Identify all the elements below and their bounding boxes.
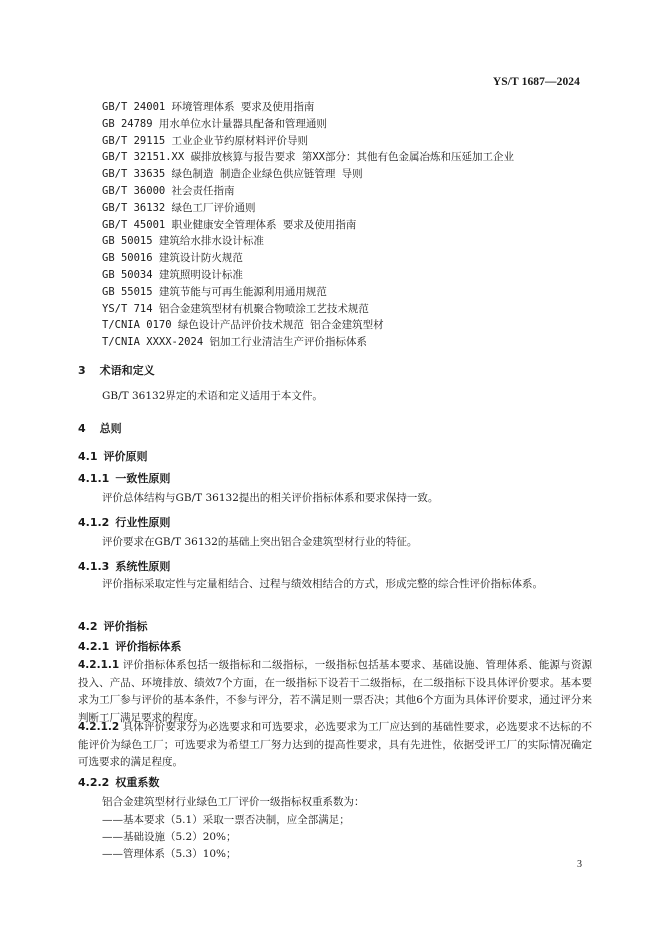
paragraph: GB/T 36132界定的术语和定义适用于本文件。	[102, 390, 323, 402]
section-4-2-heading	[78, 618, 592, 634]
clause-4-2-1-2	[78, 719, 592, 772]
section-4-1-3-body	[78, 576, 592, 594]
weight-item: ——基础设施（5.2）20%；	[102, 830, 237, 843]
reference-item: GB/T 33635 绿色制造 制造企业绿色供应链管理 导则	[102, 168, 363, 181]
section-4-1-3-heading	[78, 558, 592, 574]
section-4-2-2-heading	[78, 774, 592, 790]
section-3-body	[78, 388, 592, 406]
weights-intro: 铝合金建筑型材行业绿色工厂评价一级指标权重系数为：	[102, 796, 365, 808]
section-title: 系统性原则	[115, 560, 171, 573]
clause-number: 4.2.1.2	[78, 721, 120, 733]
weight-item: ——基本要求（5.1）采取一票否决制，应全部满足；	[102, 813, 350, 826]
section-title: 评价指标体系	[115, 640, 182, 653]
section-number: 4.1.3	[78, 560, 110, 573]
reference-item: T/CNIA XXXX-2024 铝加工行业清洁生产评价指标体系	[102, 336, 367, 349]
paragraph: 评价总体结构与GB/T 36132提出的相关评价指标体系和要求保持一致。	[102, 492, 439, 504]
reference-item: GB 50016 建筑设计防火规范	[102, 252, 243, 265]
section-4-2-1-heading	[78, 638, 592, 654]
section-title: 一致性原则	[115, 472, 171, 485]
reference-item: GB 50034 建筑照明设计标准	[102, 268, 243, 281]
section-4-1-heading	[78, 448, 592, 464]
clause-number: 4.2.1.1	[78, 659, 120, 671]
section-4-1-2-heading	[78, 514, 592, 530]
paragraph: 评价指标采取定性与定量相结合、过程与绩效相结合的方式，形成完整的综合性评价指标体系。	[102, 578, 543, 590]
reference-item: GB/T 36132 绿色工厂评价通则	[102, 201, 256, 214]
section-title: 评价原则	[103, 450, 148, 463]
reference-item: GB/T 36000 社会责任指南	[102, 184, 235, 197]
section-number: 4.1	[78, 450, 98, 463]
clause-text: 具体评价要求分为必选要求和可选要求，必选要求为工厂应达到的基础性要求，必选要求不达标的不能评价为绿色工厂；可选要求为希望工厂努力达到的提高性要求，具有先进性，依据受评工厂的实际情况确定可选要求的满足程度。	[78, 721, 593, 768]
section-number: 4.1.1	[78, 472, 110, 485]
section-number: 3	[78, 364, 86, 377]
reference-item: GB/T 32151.XX 碳排放核算与报告要求 第XX部分：其他有色金属冶炼和压延加工企业	[102, 151, 514, 164]
reference-item: GB 55015 建筑节能与可再生能源利用通用规范	[102, 285, 327, 298]
reference-item: GB 50015 建筑给水排水设计标准	[102, 235, 264, 248]
clause-4-2-1-1	[78, 657, 592, 727]
clause-text: 评价指标体系包括一级指标和二级指标，一级指标包括基本要求、基础设施、管理体系、能源与资源投入、产品、环境排放、绩效7个方面，在一级指标下设若干二级指标，在二级指标下设具体评价要求。基本要求为工厂参与评价的基本条件，不参与评分，若不满足则一票否决；其他6个方面为具体评价要求，通过评分来判断工厂满足要求的程度。	[78, 659, 593, 724]
reference-item: GB/T 29115 工业企业节约原材料评价导则	[102, 134, 309, 147]
section-3-heading	[78, 362, 592, 378]
document-code: YS/T 1687—2024	[492, 76, 580, 88]
section-title: 总则	[99, 422, 122, 435]
section-title: 行业性原则	[115, 516, 171, 529]
section-title: 权重系数	[115, 776, 160, 789]
reference-item: YS/T 714 铝合金建筑型材有机聚合物喷涂工艺技术规范	[102, 302, 369, 315]
section-4-1-1-heading	[78, 470, 592, 486]
section-number: 4.2.1	[78, 640, 110, 653]
reference-item: GB 24789 用水单位水计量器具配备和管理通则	[102, 117, 327, 130]
section-4-1-2-body	[78, 534, 592, 552]
section-title: 评价指标	[103, 620, 148, 633]
section-4-1-1-body	[78, 490, 592, 508]
section-title: 术语和定义	[99, 364, 155, 377]
section-4-heading	[78, 420, 592, 436]
section-number: 4.1.2	[78, 516, 110, 529]
weight-item: ——管理体系（5.3）10%；	[102, 847, 237, 860]
section-number: 4	[78, 422, 86, 435]
page-number: 3	[577, 859, 582, 870]
section-number: 4.2.2	[78, 776, 110, 789]
weights-block	[78, 794, 592, 863]
reference-item: T/CNIA 0170 绿色设计产品评价技术规范 铝合金建筑型材	[102, 319, 384, 332]
reference-item: GB/T 45001 职业健康安全管理体系 要求及使用指南	[102, 218, 357, 231]
section-number: 4.2	[78, 620, 98, 633]
paragraph: 评价要求在GB/T 36132的基础上突出铝合金建筑型材行业的特征。	[102, 536, 418, 548]
reference-item: GB/T 24001 环境管理体系 要求及使用指南	[102, 101, 315, 113]
normative-references-list	[102, 99, 602, 351]
